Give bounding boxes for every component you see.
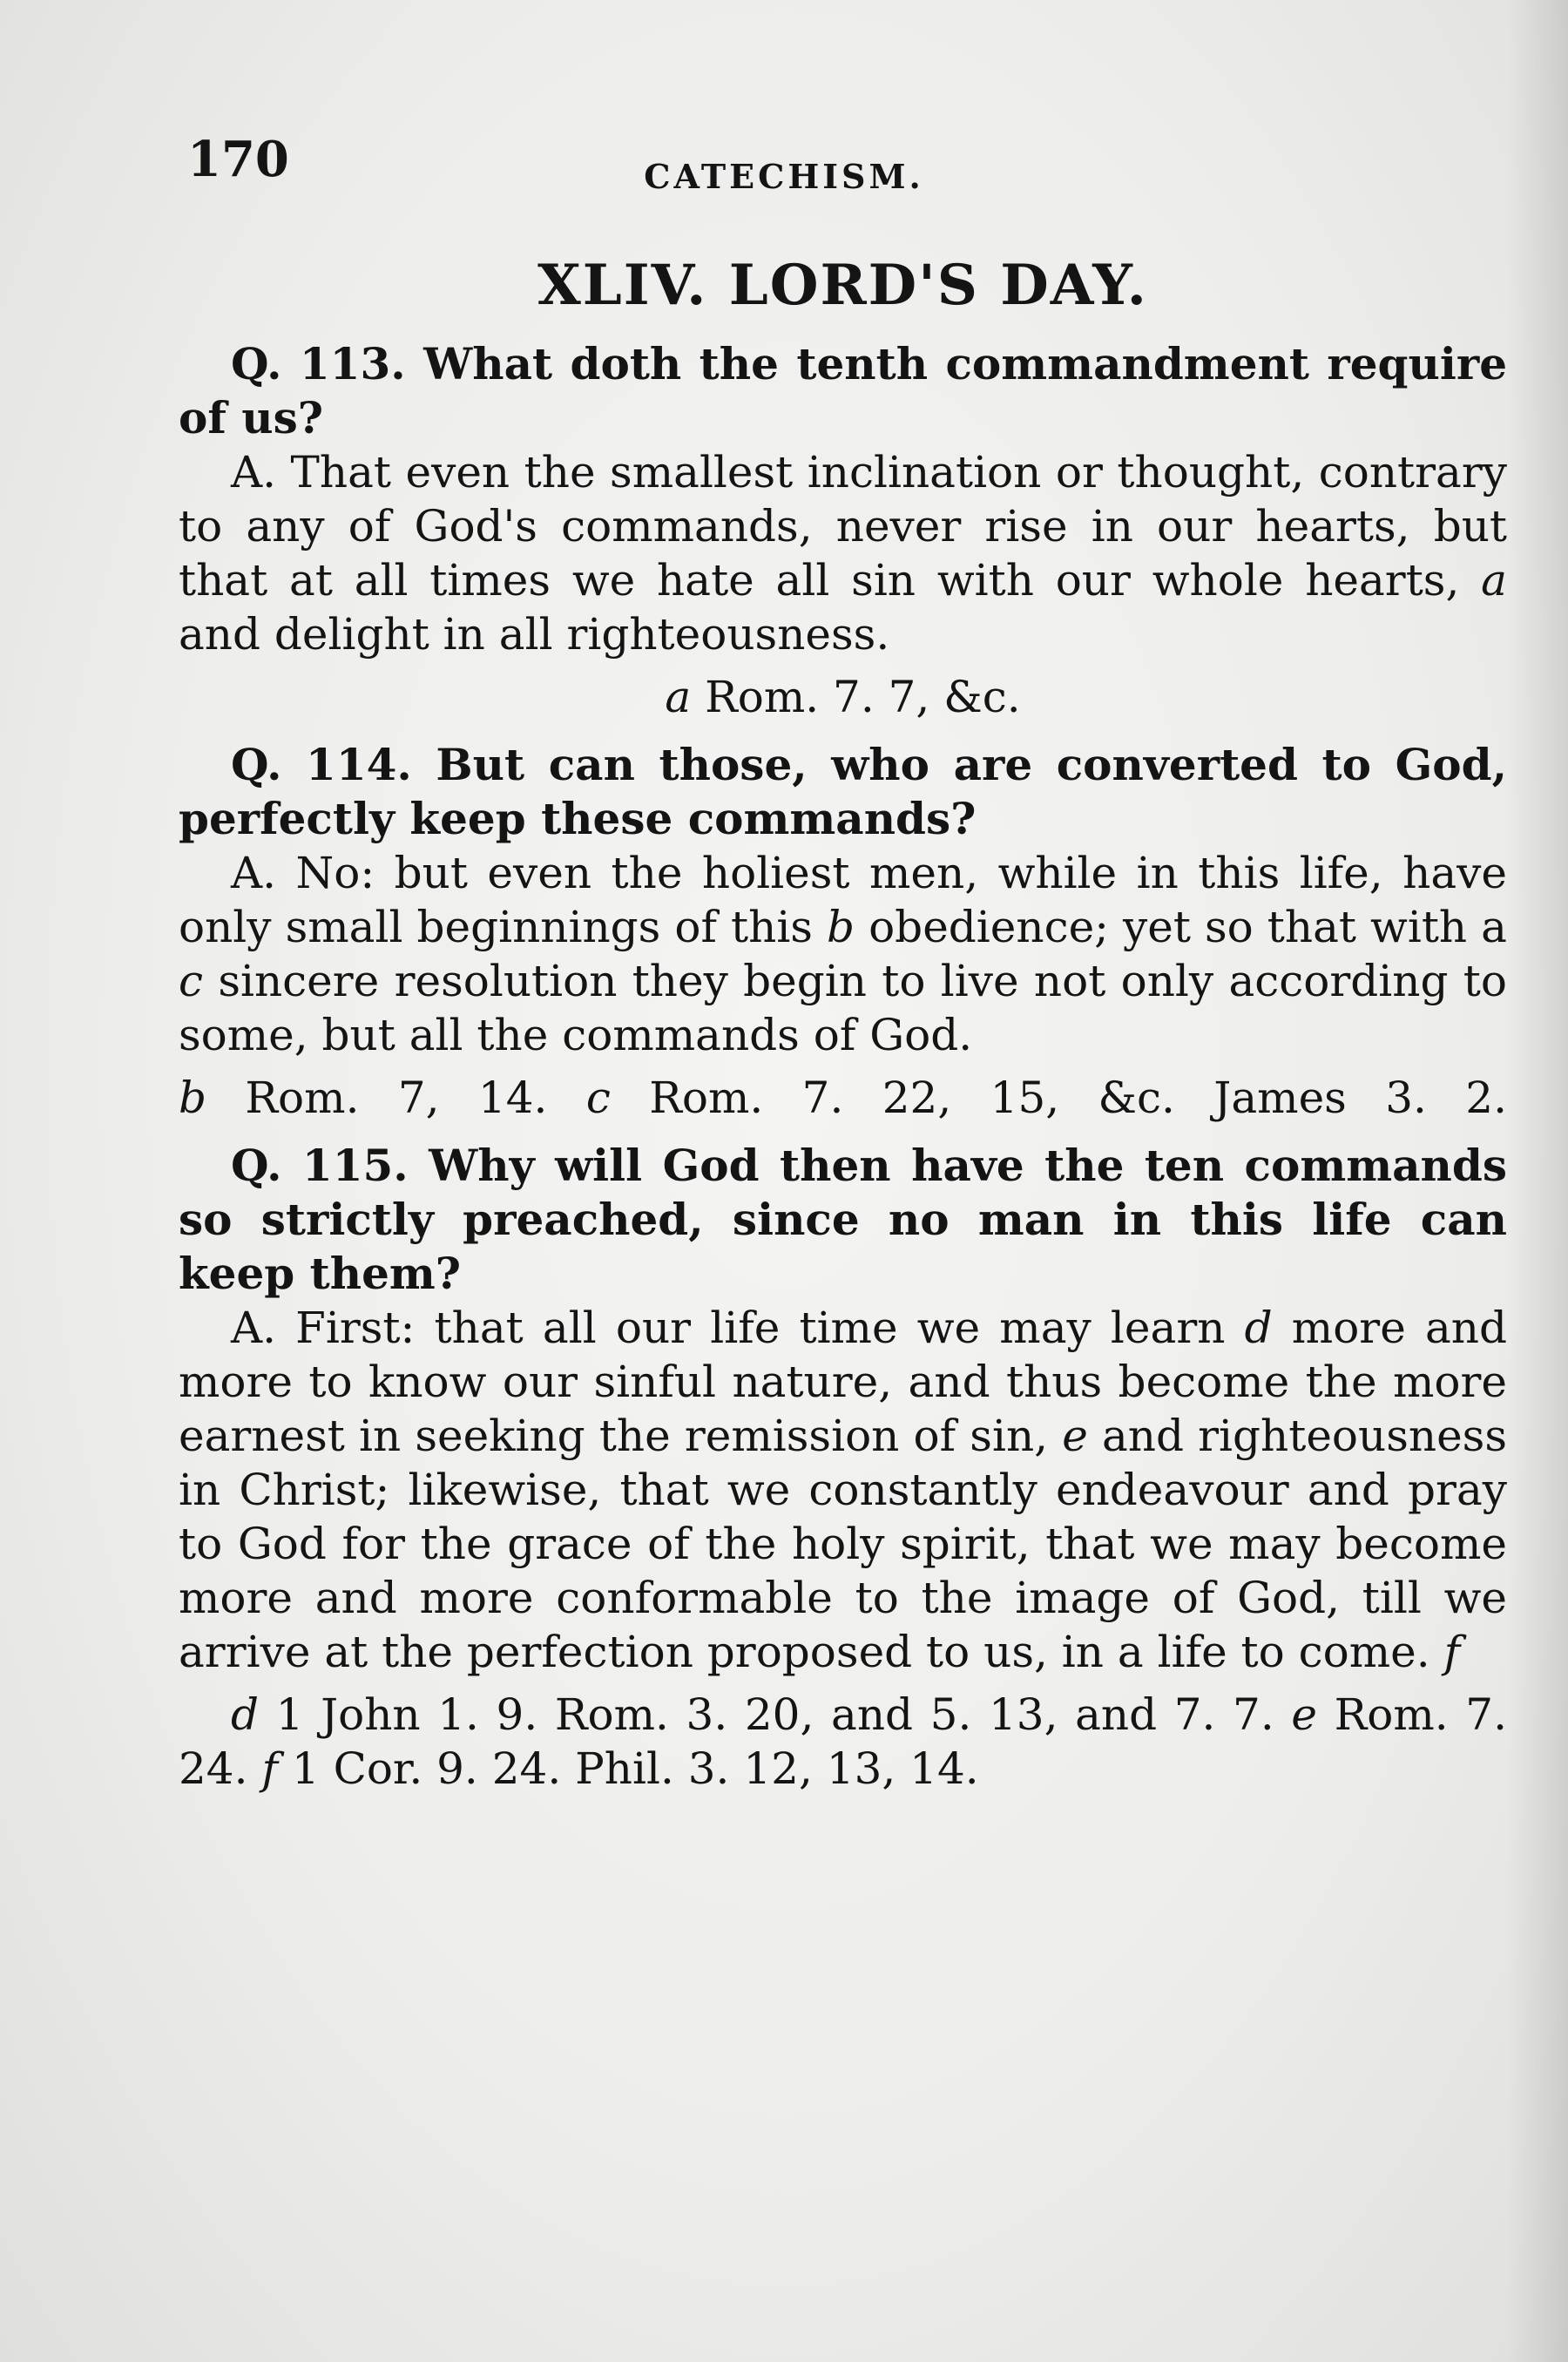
answer-113-text-1: A. That even the smallest inclination or thought, contrary to any of God's commands, never rise in our hearts, but that at all times we hate all sin with our whole hearts, bbox=[179, 446, 1507, 606]
answer-115-text-2: more and more to know our sinful nature, and thus become the more earnest in seeking the remission of sin, bbox=[179, 1302, 1507, 1461]
answer-115-text-3: and righteousness in Christ; likewise, that we constantly endeavour and pray to God for the grace of the holy spirit, that we may become more and more conformable to the image of God, till we arrive at the perfection proposed to us, in a life to come. bbox=[179, 1410, 1507, 1677]
footnote-marker-b: b bbox=[827, 901, 855, 952]
answer-114-text-2: obedience; yet so that with a bbox=[868, 901, 1507, 952]
reference-114 bbox=[179, 1071, 1507, 1125]
answer-114 bbox=[179, 846, 1507, 1062]
answer-114-text-1: A. No: but even the holiest men, while in this life, have only small beginnings of this bbox=[179, 847, 1507, 952]
question-114: Q. 114. But can those, who are converted to God, perfectly keep these commands? bbox=[179, 738, 1507, 844]
question-115: Q. 115. Why will God then have the ten commands so strictly preached, since no man in this life can keep them? bbox=[179, 1139, 1507, 1299]
reference-marker-d: d bbox=[231, 1689, 260, 1740]
reference-marker-a: a bbox=[665, 671, 692, 722]
reference-114-c: Rom. 7. 22, 15, &c. James 3. 2. bbox=[649, 1072, 1507, 1123]
reference-113-text: Rom. 7. 7, &c. bbox=[705, 671, 1021, 722]
page-body bbox=[179, 253, 1507, 1810]
answer-113 bbox=[179, 445, 1507, 661]
answer-113-text-2: and delight in all righteousness. bbox=[179, 608, 890, 660]
reference-marker-f: f bbox=[261, 1743, 278, 1794]
question-113: Q. 113. What doth the tenth commandment require of us? bbox=[179, 337, 1507, 443]
reference-115-e: Rom. 7. 24. bbox=[179, 1689, 1507, 1794]
footnote-marker-e: e bbox=[1062, 1410, 1088, 1461]
reference-113 bbox=[179, 670, 1507, 724]
footnote-marker-d: d bbox=[1244, 1302, 1273, 1353]
section-heading: XLIV. LORD'S DAY. bbox=[537, 253, 1148, 318]
page-edge-shadow bbox=[1507, 0, 1568, 2362]
reference-marker-e: e bbox=[1291, 1689, 1317, 1740]
answer-115-text-1: A. First: that all our life time we may learn bbox=[231, 1302, 1226, 1353]
answer-114-text-3: sincere resolution they begin to live not only according to some, but all the commands of God. bbox=[179, 955, 1507, 1060]
reference-114-b: Rom. 7, 14. bbox=[245, 1072, 548, 1123]
reference-115-f: 1 Cor. 9. 24. Phil. 3. 12, 13, 14. bbox=[291, 1743, 979, 1794]
reference-115-d: 1 John 1. 9. Rom. 3. 20, and 5. 13, and 7. 7. bbox=[275, 1689, 1274, 1740]
footnote-marker-c: c bbox=[179, 955, 204, 1006]
footnote-marker-f: f bbox=[1443, 1626, 1461, 1677]
footnote-marker-a: a bbox=[1481, 554, 1507, 606]
reference-115 bbox=[179, 1688, 1507, 1796]
page-number: 170 bbox=[187, 131, 289, 188]
running-head: CATECHISM. bbox=[644, 157, 924, 196]
reference-marker-b: b bbox=[179, 1072, 207, 1123]
reference-marker-c: c bbox=[585, 1072, 611, 1123]
answer-115 bbox=[179, 1301, 1507, 1679]
